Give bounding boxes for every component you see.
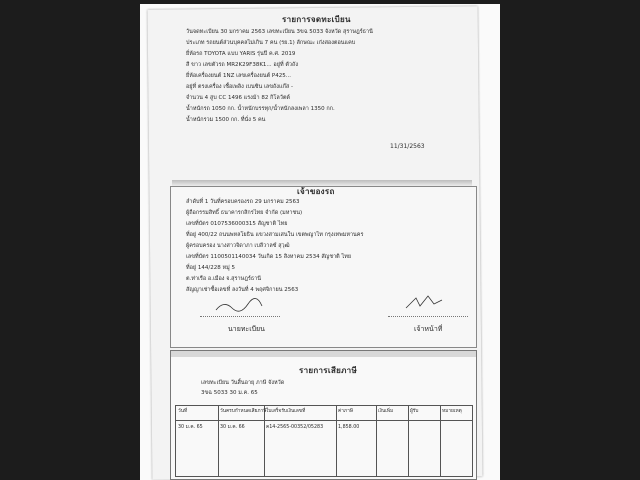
section3-title: รายการเสียภาษี	[299, 366, 358, 375]
registration-line: สี ขาว เลขตัวรถ MR2K29F38K1... อยู่ที่ ตัวถัง	[186, 62, 299, 68]
tax-column-header: หมายเหตุ	[442, 409, 462, 414]
owner-line: สัญญาเช่าซื้อเลขที่ ลงวันที่ 4 พฤศจิกายน 2563	[186, 287, 299, 293]
owner-line: เลขที่บัตร 0107536000315 สัญชาติ ไทย	[186, 221, 288, 227]
registration-line: น้ำหนักรวม 1500 กก. ที่นั่ง 5 คน	[186, 117, 266, 123]
tax-header-line1: เลขทะเบียน วันสิ้นอายุ ภาษี จังหวัด	[201, 380, 285, 386]
owner-line: ที่อยู่ 400/22 ถนนพหลโยธิน แขวงสามเสนใน เขตพญาไท กรุงเทพมหานคร	[186, 232, 364, 238]
tax-column-header: วันครบกำหนดเสียภาษี	[220, 409, 267, 414]
tax-column-header: ค่าภาษี	[338, 409, 353, 414]
tax-col-divider	[408, 406, 409, 476]
tax-header-rule	[176, 420, 472, 421]
tax-column-header: ผู้รับ	[410, 409, 419, 414]
tax-cell: 30 ม.ค. 66	[220, 425, 245, 430]
tax-header-line2: 3ขฉ 5033 30 ม.ค. 65	[201, 390, 258, 396]
owner-line: เลขที่บัตร 1100501140034 วันเกิด 15 สิงหาคม 2534 สัญชาติ ไทย	[186, 254, 352, 260]
section1-stamp: 11/31/2563	[390, 143, 425, 150]
tax-cell: ค14-2565-00352/05283	[266, 425, 324, 430]
section2-title: เจ้าของรถ	[297, 187, 335, 196]
registration-line: ยี่ห้อรถ TOYOTA แบบ YARIS รุ่นปี ค.ศ. 2019	[186, 51, 296, 57]
owner-line: ลำดับที่ 1 วันที่ครอบครองรถ 29 มกราคม 2563	[186, 199, 300, 205]
tax-table	[175, 405, 473, 477]
tax-box-shade	[171, 351, 476, 357]
registration-line: จำนวน 4 สูบ CC 1496 แรงม้า 82 กิโลวัตต์	[186, 95, 290, 101]
tax-col-divider	[440, 406, 441, 476]
sign-label-left: นายทะเบียน	[228, 325, 265, 333]
tax-col-divider	[264, 406, 265, 476]
sign-label-right: เจ้าหน้าที่	[414, 325, 443, 333]
tax-column-header: เงินเพิ่ม	[378, 409, 394, 414]
registration-line: ยี่ห้อเครื่องยนต์ 1NZ เลขเครื่องยนต์ P425...	[186, 73, 291, 79]
section1-title: รายการจดทะเบียน	[282, 15, 351, 24]
owner-line: ผู้ถือกรรมสิทธิ์ ธนาคารกสิกรไทย จำกัด (มหาชน)	[186, 210, 303, 216]
registration-line: น้ำหนักรถ 1050 กก. น้ำหนักบรรทุก/น้ำหนักลงเพลา 1350 กก.	[186, 106, 335, 112]
tax-column-header: ใบเสร็จรับเงินเลขที่	[266, 409, 306, 414]
owner-line: ผู้ครอบครอง นางสาวจิดาภา เบลีวาลซ์ สุวุฒิ	[186, 243, 290, 249]
sign-line-left	[200, 316, 280, 317]
tax-col-divider	[336, 406, 337, 476]
tax-cell: 30 ม.ค. 65	[178, 425, 203, 430]
tax-col-divider	[218, 406, 219, 476]
registration-line: ประเภท รถยนต์ส่วนบุคคลไม่เกิน 7 คน (รย.1) ลักษณะ เก๋งสองตอนแคบ	[186, 40, 356, 46]
tax-cell: 1,858.00	[338, 425, 360, 430]
owner-line: ต.ท่าเรือ อ.เมือง จ.สุราษฎร์ธานี	[186, 276, 262, 282]
owner-line: ที่อยู่ 144/228 หมู่ 5	[186, 265, 235, 271]
signature-left	[214, 298, 264, 314]
sign-line-right	[388, 316, 468, 317]
registration-line: วันจดทะเบียน 30 มกราคม 2563 เลขทะเบียน 3ขฉ 5033 จังหวัด สุราษฎร์ธานี	[186, 29, 373, 35]
signature-right	[404, 294, 444, 312]
tax-box	[170, 350, 477, 480]
tax-column-header: วันที่	[178, 409, 188, 414]
tax-col-divider	[376, 406, 377, 476]
registration-line: อยู่ที่ ตรงเครื่อง เชื้อเพลิง เบนซิน เลขถังแก๊ส -	[186, 84, 293, 90]
